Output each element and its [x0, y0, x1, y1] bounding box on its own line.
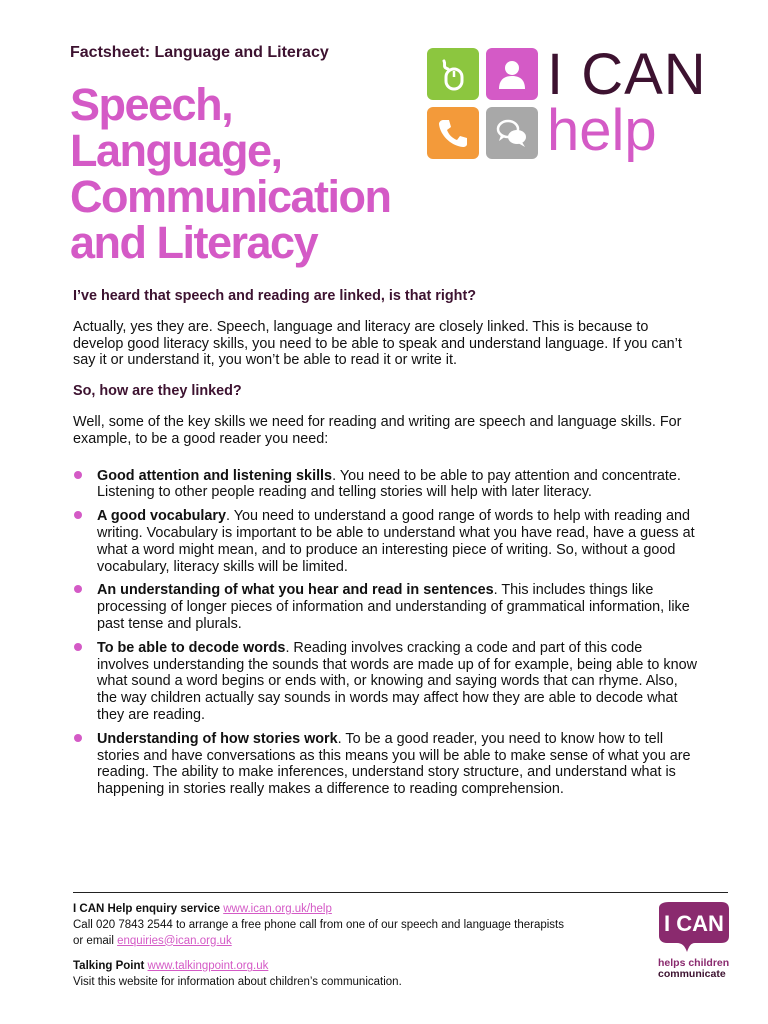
list-item-title: To be able to decode words: [97, 639, 286, 656]
paragraph: Well, some of the key skills we need for reading and writing are speech and language skills. For example, to be a good reader you need:: [73, 413, 682, 447]
title-line: Speech,: [70, 79, 233, 130]
phone-icon: [436, 116, 470, 150]
call-text: Call 020 7843 2544 to arrange a free phone call from one of our speech and language therapists: [73, 918, 565, 931]
bullet-dot-icon: [74, 734, 82, 742]
bullet-dot-icon: [74, 511, 82, 519]
ican-footer-logo: [656, 902, 732, 982]
footer-divider: [73, 892, 728, 893]
talking-point-text: Visit this website for information about children’s communication.: [73, 976, 402, 989]
list-item-text: . You need to be able to pay attention and concentrate. Listening to other people reading and telling stories will help with later literacy.: [97, 467, 681, 501]
question-heading: So, how are they linked?: [73, 383, 242, 400]
list-item: [73, 731, 698, 798]
mouse-icon: [436, 57, 470, 91]
page-title: [70, 79, 391, 268]
title-line: Communication: [70, 171, 391, 222]
bullet-dot-icon: [74, 643, 82, 651]
paragraph: Actually, yes they are. Speech, language and literacy are closely linked. This is because to develop good literacy skills, you need to be able to speak and understand language. If you can’t say it or understand it, you won’t be able to read it or write it.: [73, 318, 682, 369]
mouse-tile: [427, 48, 479, 100]
list-item: [73, 468, 698, 502]
bullet-dot-icon: [74, 585, 82, 593]
talking-point-line: [73, 959, 643, 975]
list-item: [73, 640, 698, 724]
list-item-title: An understanding of what you hear and read in sentences: [97, 582, 494, 599]
list-item-title: Understanding of how stories work: [97, 730, 338, 747]
person-tile: [486, 48, 538, 100]
logo-text-help: help: [547, 98, 657, 163]
email-prefix: or email: [73, 934, 114, 947]
enquiry-service-line: [73, 902, 643, 918]
skills-list: [73, 468, 698, 798]
question-heading: I’ve heard that speech and reading are linked, is that right?: [73, 288, 477, 304]
speech-tile: [486, 107, 538, 159]
list-item: [73, 508, 698, 575]
list-item-text: . This includes things like processing of longer pieces of information and understanding of grammatical information, like past tense and plurals.: [97, 582, 690, 632]
list-item: [73, 582, 698, 632]
logo-tagline-2: communicate: [658, 968, 726, 980]
bullet-dot-icon: [74, 471, 82, 479]
list-item-text: . To be a good reader, you need to know how to tell stories and have conversations as this means you will be able to make sense of what you are reading. The ability to make inferences, understand story structure, and understand what is happening in stories really makes a difference to reading comprehension.: [97, 730, 691, 798]
main-content: [73, 288, 698, 805]
logo-text-ican: I CAN: [547, 42, 707, 107]
title-line: Language,: [70, 125, 282, 176]
phone-tile: [427, 107, 479, 159]
list-item-title: A good vocabulary: [97, 508, 227, 525]
talking-point-link[interactable]: www.talkingpoint.org.uk: [147, 960, 269, 973]
speech-bubbles-icon: [495, 116, 529, 150]
email-line: [73, 934, 643, 950]
list-item-text: . Reading involves cracking a code and part of this code involves understanding the sounds that words are made up of for example, being able to know what sound a word begins or ends with, or knowing and saying words that can rhyme. Also, the way children actually say sounds in words may affect how they are able to decode what they are reading.: [97, 639, 697, 723]
person-icon: [495, 57, 529, 91]
enquiry-service-label: I CAN Help enquiry service: [73, 903, 220, 915]
ican-help-logo: [427, 42, 727, 163]
logo-mark-text: I CAN: [664, 911, 724, 936]
factsheet-label: Factsheet: Language and Literacy: [70, 44, 329, 61]
ican-logo-mark-icon: [657, 902, 729, 954]
email-link[interactable]: enquiries@ican.org.uk: [117, 934, 232, 947]
footer: [73, 902, 643, 991]
talking-point-label: Talking Point: [73, 960, 145, 973]
list-item-text: . You need to understand a good range of words to help with reading and writing. Vocabulary is important to be able to understand what you have read, have a guess at what a word might mean, and to produce an interesting piece of writing. So, without a good vocabulary, literacy skills will be limited.: [97, 508, 695, 575]
enquiry-service-link[interactable]: www.ican.org.uk/help: [223, 903, 332, 915]
logo-tagline-1: helps children: [658, 957, 730, 969]
list-item-title: Good attention and listening skills: [97, 467, 333, 484]
title-line: and Literacy: [70, 217, 318, 268]
